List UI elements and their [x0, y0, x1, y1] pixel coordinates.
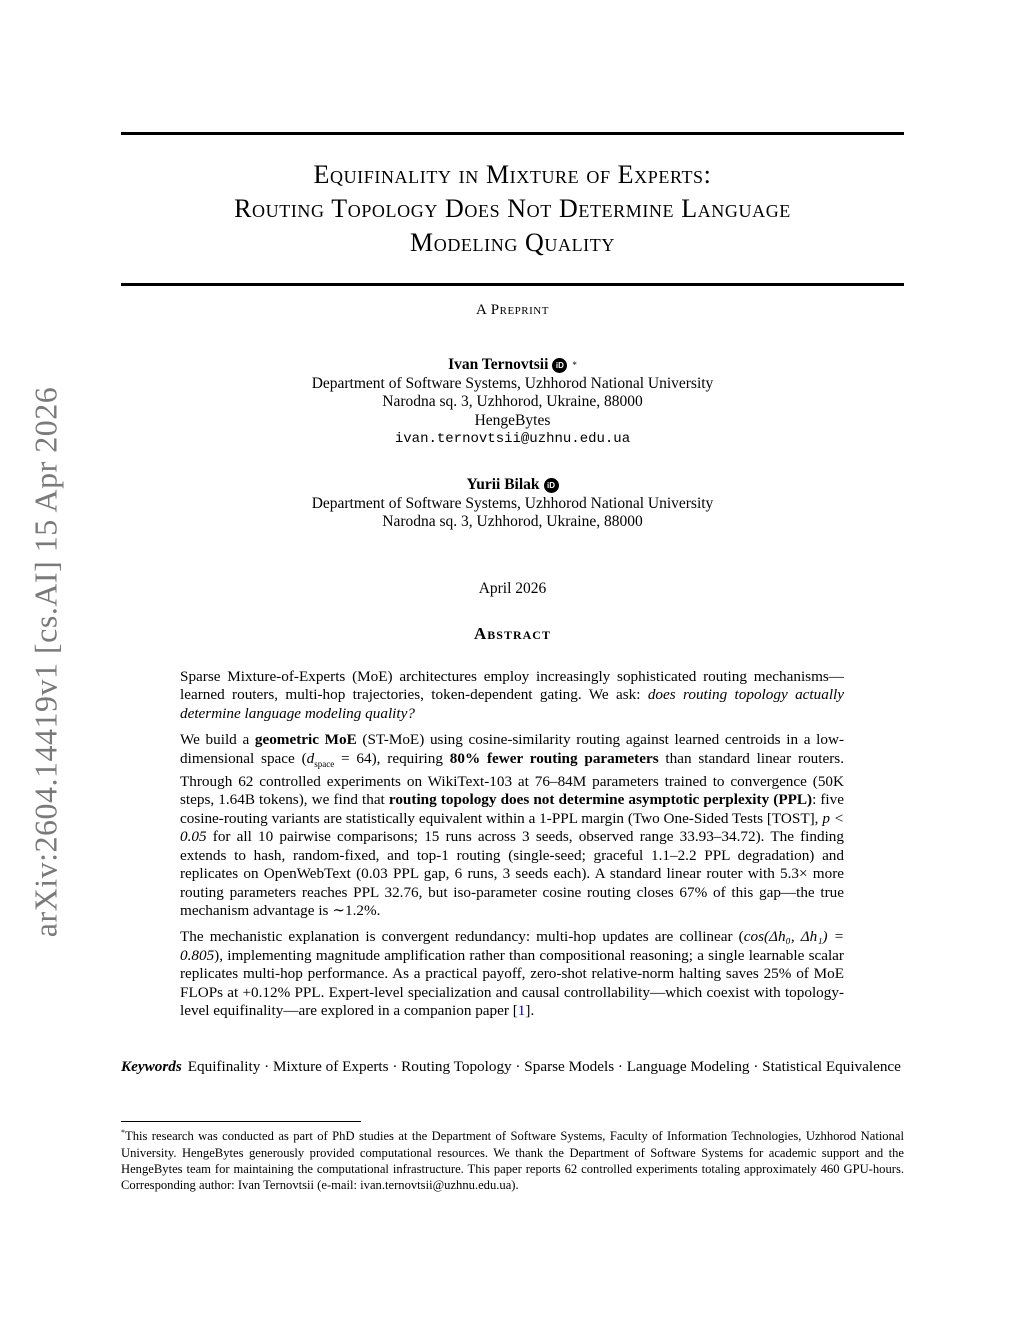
title-line-1: Equifinality in Mixture of Experts: — [313, 160, 712, 189]
abstract-paragraph-1 — [180, 668, 844, 723]
text-run: ), requiring — [371, 749, 450, 767]
text-run: more routing parameters reaches PPL 32.76, but iso-parameter cosine routing closes 67% of this gap—the true mechanism advantage is — [180, 865, 844, 919]
research-question: does routing topology actually determine language modeling quality? — [180, 686, 844, 722]
author-name-text: Ivan Ternovtsii — [448, 356, 549, 373]
text-run: The mechanistic explanation is convergent redundancy: multi-hop updates are collinear ( — [180, 928, 744, 946]
orcid-icon[interactable]: iD — [544, 478, 559, 493]
footnote-marker[interactable]: * — [572, 360, 577, 370]
text-run: for all 10 pairwise comparisons; 15 runs across 3 seeds, observed range 33.93–34.72). The finding extends to hash, random-fixed, and top-1 routing (single-seed; graceful 1.1–2.2 PPL degradation) and replicates on OpenWebText (0.03 PPL gap, 6 runs, 3 seeds each). A standard linear router with — [180, 828, 844, 883]
math-value: = 64 — [334, 749, 372, 767]
math-expression: 5.3× — [780, 865, 808, 883]
math-expression: ∼1.2% — [332, 901, 377, 919]
text-run: Sparse Mixture-of-Experts (MoE) architectures employ increasingly sophisticated routing mechanisms—learned routers, multi-hop trajectories, token-dependent gating. We ask: — [180, 668, 844, 704]
paper-title — [121, 158, 904, 260]
math-expression: p < 0.05 — [180, 809, 845, 846]
text-run: We build a — [180, 731, 255, 749]
abstract-paragraph-2 — [180, 731, 844, 920]
title-line-3: Modeling Quality — [410, 228, 615, 257]
text-run: than standard linear routers. Through 62 controlled experiments on WikiText-103 at 76–84M parameters trained to convergence (50K steps, 1.64B tokens), we find that — [180, 749, 844, 809]
abstract-paragraph-3 — [180, 928, 844, 1020]
orcid-icon[interactable]: iD — [552, 358, 567, 373]
author-block-1 — [121, 356, 904, 449]
title-rule-bottom — [121, 283, 904, 286]
text-run: . — [376, 901, 381, 919]
footnote-text: This research was conducted as part of PhD studies at the Department of Software Systems, Faculty of Information Technologies, Uzhhorod National University. HengeBytes generously provided computational resources. We thank the Department of Software Systems for academic support and the HengeBytes team for maintaining the computational infrastructure. This paper reports 62 controlled experiments totaling approximately 460 GPU-hours. Corresponding author: Ivan Ternovtsii (e-mail: ivan.ternovtsii@uzhnu.edu.ua). — [121, 1129, 904, 1193]
author-organization: HengeBytes — [474, 411, 551, 429]
author-name — [466, 476, 558, 495]
arxiv-identifier: arXiv:2604.14419v1 [cs.AI] 15 Apr 2026 — [27, 386, 64, 938]
author-address: Narodna sq. 3, Uzhhorod, Ukraine, 88000 — [382, 393, 643, 410]
abstract-heading: Abstract — [474, 624, 551, 643]
title-line-2: Routing Topology Does Not Determine Language — [234, 194, 791, 223]
text-run: PPL. Expert-level specialization and causal controllability—which coexist with topology-level equifinality—are explored in a companion paper [ — [180, 983, 844, 1019]
author-name-text: Yurii Bilak — [466, 476, 540, 493]
text-run: (ST-MoE) using cosine-similarity routing against learned centroids in a low-dimensional space ( — [180, 731, 845, 767]
math-expression: +0.12% — [242, 983, 291, 1001]
keywords-list: Equifinality · Mixture of Experts · Routing Topology · Sparse Models · Language Modeling · Statistical Equivalence — [187, 1058, 901, 1075]
author-affiliation: Department of Software Systems, Uzhhorod National University — [311, 374, 714, 392]
keywords-label: Keywords — [121, 1058, 182, 1075]
publication-date: April 2026 — [478, 580, 547, 597]
author-affiliation: Department of Software Systems, Uzhhorod National University — [311, 494, 714, 512]
footnote-mark: * — [121, 1128, 125, 1137]
bold-term: geometric MoE — [254, 731, 357, 749]
footnote-rule — [121, 1121, 361, 1122]
text-run: ]. — [525, 1001, 535, 1019]
text-run: : five cosine-routing variants are statistically equivalent within a 1-PPL margin (Two One-Sided Tests [TOST], — [180, 791, 844, 827]
author-name — [448, 356, 577, 375]
keywords-section — [121, 1058, 904, 1076]
author-email[interactable]: ivan.ternovtsii@uzhnu.edu.ua — [394, 431, 631, 447]
bold-term: routing topology does not determine asymptotic perplexity (PPL) — [388, 791, 813, 809]
title-rule-top — [121, 132, 904, 135]
author-address: Narodna sq. 3, Uzhhorod, Ukraine, 88000 — [382, 513, 643, 530]
preprint-label: A Preprint — [476, 302, 549, 318]
math-expression: cos(Δh₀, Δh₁) = 0.805 — [180, 928, 844, 964]
math-symbol: d — [306, 749, 315, 767]
math-subscript: space — [314, 758, 335, 769]
author-block-2 — [121, 476, 904, 532]
footnote — [121, 1125, 904, 1194]
citation-link[interactable]: 1 — [517, 1001, 526, 1019]
abstract-body — [180, 668, 844, 1028]
bold-term: 80% fewer routing parameters — [449, 749, 659, 767]
text-run: ), implementing magnitude amplification rather than compositional reasoning; a single learnable scalar replicates multi-hop performance. As a practical payoff, zero-shot relative-norm halting saves 25% of MoE FLOPs at — [180, 946, 844, 1001]
